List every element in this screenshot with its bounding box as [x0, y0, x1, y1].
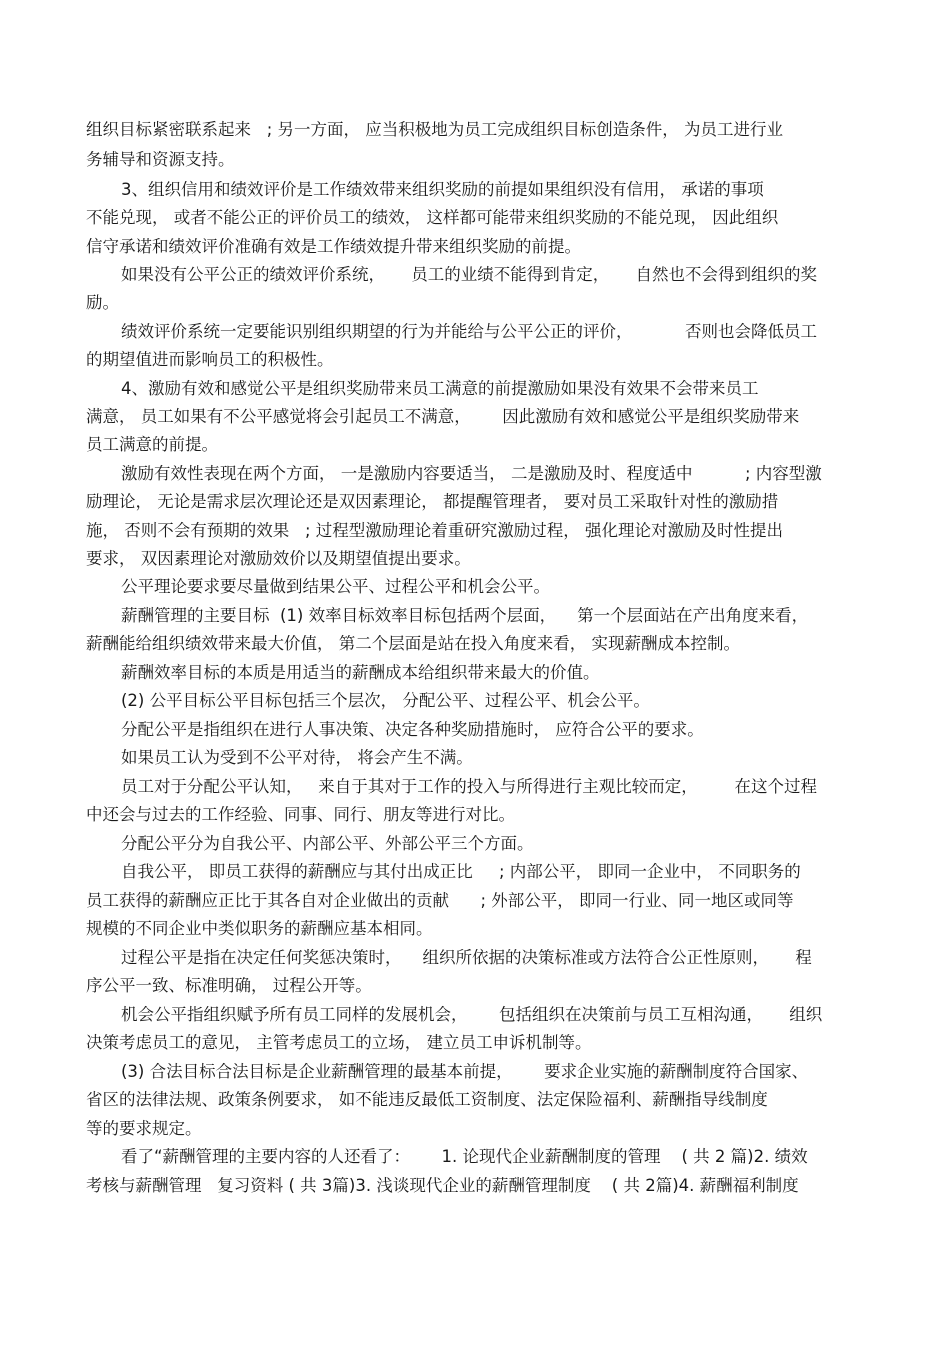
- text-line: 规模的不同企业中类似职务的薪酬应基本相同。: [86, 919, 433, 938]
- text-line: 如果没有公平公正的绩效评价系统， 员工的业绩不能得到肯定， 自然也不会得到组织的奖: [121, 265, 817, 284]
- text-line: 自我公平， 即员工获得的薪酬应与其付出成正比 ; 内部公平， 即同一企业中， 不同职务的: [121, 862, 801, 881]
- text-line: 省区的法律法规、政策条例要求， 如不能违反最低工资制度、法定保险福利、薪酬指导线制度: [86, 1090, 768, 1109]
- text-line: 激励有效性表现在两个方面， 一是激励内容要适当， 二是激励及时、程度适中 ; 内容型激: [121, 464, 822, 483]
- text-line: 如果员工认为受到不公平对待， 将会产生不满。: [121, 748, 473, 767]
- text-line: 员工对于分配公平认知， 来自于其对于工作的投入与所得进行主观比较而定， 在这个过程: [121, 777, 817, 796]
- text-line: 施， 否则不会有预期的效果 ; 过程型激励理论着重研究激励过程， 强化理论对激励及时性提出: [86, 521, 784, 540]
- text-line: 机会公平指组织赋予所有员工同样的发展机会， 包括组织在决策前与员工互相沟通， 组织: [121, 1005, 823, 1024]
- text-line: 员工获得的薪酬应正比于其各自对企业做出的贡献 ; 外部公平， 即同一行业、同一地区或同等: [86, 891, 794, 910]
- text-line: 信守承诺和绩效评价准确有效是工作绩效提升带来组织奖励的前提。: [86, 237, 581, 256]
- text-line: 务辅导和资源支持。: [86, 150, 235, 169]
- text-line: 过程公平是指在决定任何奖惩决策时， 组织所依据的决策标准或方法符合公正性原则， 程: [121, 948, 812, 967]
- text-line: 公平理论要求要尽量做到结果公平、过程公平和机会公平。: [121, 577, 550, 596]
- text-line: 绩效评价系统一定要能识别组织期望的行为并能给与公平公正的评价， 否则也会降低员工: [121, 322, 817, 341]
- text-line: 满意， 员工如果有不公平感觉将会引起员工不满意， 因此激励有效和感觉公平是组织奖励带来: [86, 407, 800, 426]
- text-line: 的期望值进而影响员工的积极性。: [86, 350, 334, 369]
- text-line: 考核与薪酬管理 复习资料 ( 共 3篇)3. 浅谈现代企业的薪酬管理制度 ( 共 2篇)4. 薪酬福利制度: [86, 1176, 799, 1195]
- text-line: 励。: [86, 293, 119, 312]
- text-line: 3、组织信用和绩效评价是工作绩效带来组织奖励的前提如果组织没有信用， 承诺的事项: [121, 180, 764, 199]
- text-line: 看了“薪酬管理的主要内容的人还看了： 1. 论现代企业薪酬制度的管理 ( 共 2 篇)2. 绩效: [121, 1147, 808, 1166]
- text-line: (2) 公平目标公平目标包括三个层次， 分配公平、过程公平、机会公平。: [121, 691, 650, 710]
- text-line: 中还会与过去的工作经验、同事、同行、朋友等进行对比。: [86, 805, 515, 824]
- text-line: 组织目标紧密联系起来 ; 另一方面， 应当积极地为员工完成组织目标创造条件， 为员工进行业: [86, 120, 784, 139]
- text-line: 薪酬能给组织绩效带来最大价值， 第二个层面是站在投入角度来看， 实现薪酬成本控制。: [86, 634, 740, 653]
- text-line: 要求， 双因素理论对激励效价以及期望值提出要求。: [86, 549, 471, 568]
- text-line: 分配公平是指组织在进行人事决策、决定各种奖励措施时， 应符合公平的要求。: [121, 720, 704, 739]
- text-line: 分配公平分为自我公平、内部公平、外部公平三个方面。: [121, 834, 534, 853]
- text-line: (3) 合法目标合法目标是企业薪酬管理的最基本前提， 要求企业实施的薪酬制度符合国家、: [121, 1062, 809, 1081]
- text-line: 4、激励有效和感觉公平是组织奖励带来员工满意的前提激励如果没有效果不会带来员工: [121, 379, 759, 398]
- text-line: 励理论， 无论是需求层次理论还是双因素理论， 都提醒管理者， 要对员工采取针对性的激励措: [86, 492, 779, 511]
- text-line: 员工满意的前提。: [86, 435, 218, 454]
- text-line: 决策考虑员工的意见， 主管考虑员工的立场， 建立员工申诉机制等。: [86, 1033, 592, 1052]
- text-line: 等的要求规定。: [86, 1119, 202, 1138]
- text-line: 薪酬管理的主要目标 (1) 效率目标效率目标包括两个层面， 第一个层面站在产出角度来看，: [121, 606, 809, 625]
- text-line: 薪酬效率目标的本质是用适当的薪酬成本给组织带来最大的价值。: [121, 663, 600, 682]
- text-line: 不能兑现， 或者不能公正的评价员工的绩效， 这样都可能带来组织奖励的不能兑现， 因此组织: [86, 208, 779, 227]
- text-line: 序公平一致、标准明确， 过程公开等。: [86, 976, 372, 995]
